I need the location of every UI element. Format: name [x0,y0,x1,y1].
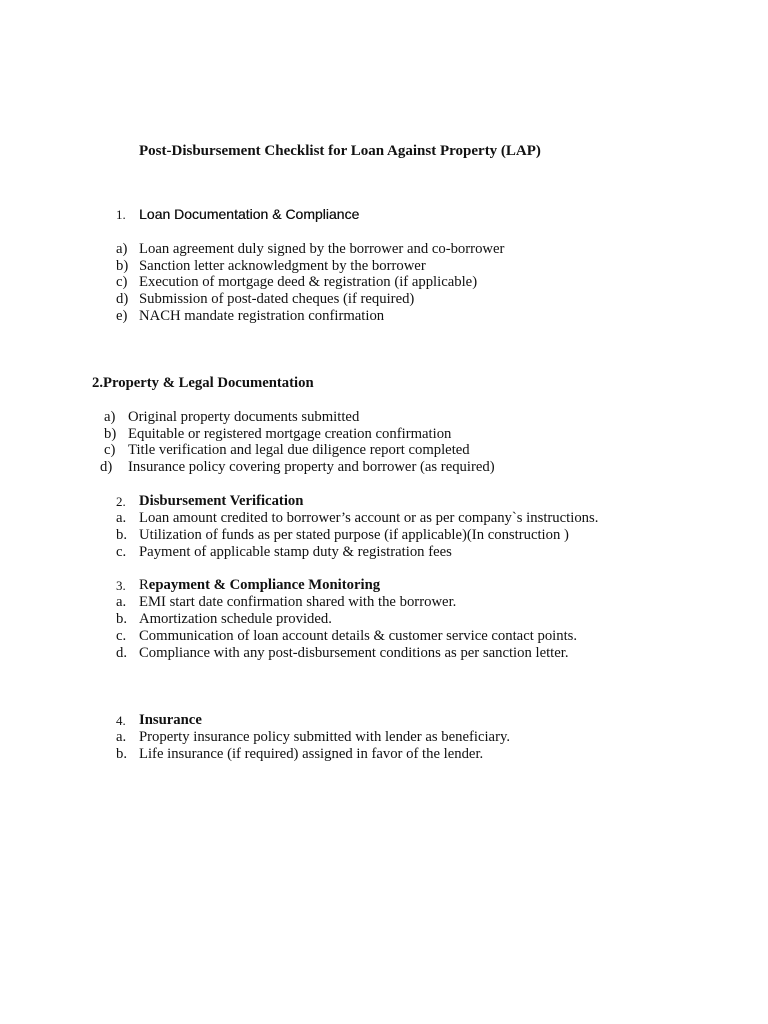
section-title: Loan Documentation & Compliance [139,206,360,222]
item-text: Submission of post-dated cheques (if required) [139,291,415,307]
item-text: Insurance policy covering property and borrower (as required) [128,459,495,475]
section-title: epayment & Compliance Monitoring [148,577,381,593]
item-text: Compliance with any post-disbursement conditions as per sanction letter. [139,645,569,661]
section-number: 1. [116,207,126,222]
item-marker: e) [116,308,128,324]
item-marker: c) [116,274,128,290]
item-text: Life insurance (if required) assigned in favor of the lender. [139,746,484,762]
document-title: Post-Disbursement Checklist for Loan Against Property (LAP) [139,143,541,159]
section-title: Insurance [139,712,202,728]
item-marker: b. [116,746,128,762]
item-text: Property insurance policy submitted with lender as beneficiary. [139,729,511,745]
item-marker: a. [116,729,127,745]
item-marker: a) [116,241,128,257]
item-marker: d. [116,645,128,661]
section-number: 3. [116,578,126,593]
item-text: Communication of loan account details & customer service contact points. [139,628,578,644]
section-title: Disbursement Verification [139,493,304,509]
item-marker: d) [100,459,113,475]
item-text: EMI start date confirmation shared with the borrower. [139,594,457,610]
item-marker: b) [116,258,129,274]
item-text: Loan amount credited to borrower’s account or as per company`s instructions. [139,510,599,526]
section-title-initial: R [139,577,149,593]
section-number: 2. [92,375,104,391]
item-marker: d) [116,291,129,307]
item-text: Sanction letter acknowledgment by the borrower [139,258,426,274]
item-text: Loan agreement duly signed by the borrower and co-borrower [139,241,505,257]
section-number: 2. [116,494,126,509]
section-number: 4. [116,713,126,728]
item-text: Title verification and legal due diligence report completed [128,442,470,458]
item-marker: c. [116,544,127,560]
item-marker: b. [116,527,128,543]
item-text: Utilization of funds as per stated purpose (if applicable)(In construction ) [139,527,569,543]
item-text: Amortization schedule provided. [139,611,332,627]
item-marker: c) [104,442,116,458]
item-text: Equitable or registered mortgage creation confirmation [128,426,452,442]
item-text: Original property documents submitted [128,409,360,425]
item-marker: a. [116,594,127,610]
item-marker: a. [116,510,127,526]
item-marker: b) [104,426,117,442]
item-marker: a) [104,409,116,425]
item-text: Payment of applicable stamp duty & registration fees [139,544,452,560]
item-text: Execution of mortgage deed & registration (if applicable) [139,274,478,290]
item-text: NACH mandate registration confirmation [139,308,385,324]
item-marker: c. [116,628,127,644]
section-title: Property & Legal Documentation [103,375,314,391]
item-marker: b. [116,611,128,627]
